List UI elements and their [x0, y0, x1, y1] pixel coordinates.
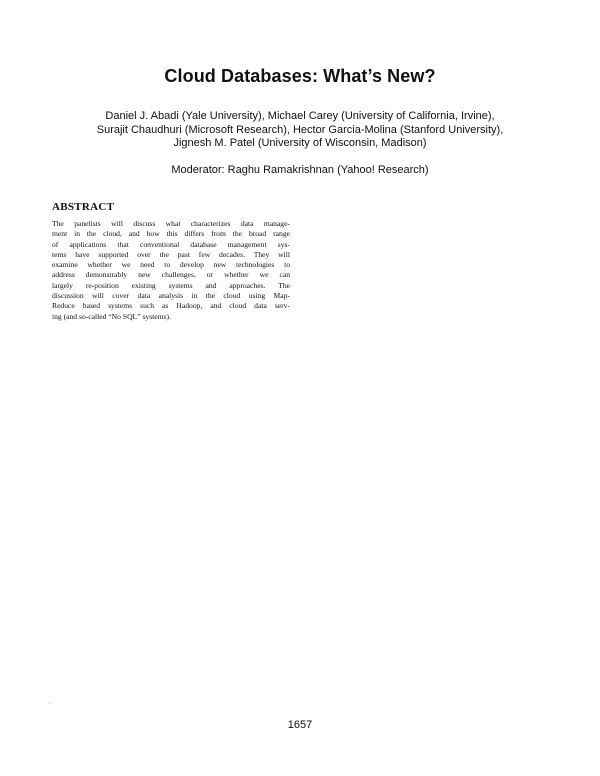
abstract-line: ing (and so-called “No SQL” systems).: [52, 311, 171, 321]
paper-title: Cloud Databases: What’s New?: [164, 66, 436, 86]
abstract-line: of applications that conventional database management sys-: [52, 239, 290, 249]
author-line: Surajit Chaudhuri (Microsoft Research), Hector Garcia-Molina (Stanford University),: [96, 123, 504, 136]
abstract-line: The panelists will discuss what characterizes data manage-: [52, 219, 290, 228]
author-list: [40, 110, 560, 151]
abstract-line: discussion will cover data analysis in the cloud using Map-: [52, 291, 290, 301]
author-line: Jignesh M. Patel (University of Wisconsin, Madison): [173, 137, 427, 149]
abstract-line: address demonstrably new challenges, or whether we can: [52, 270, 290, 280]
author-line: Daniel J. Abadi (Yale University), Michael Carey (University of California, Irvine),: [105, 110, 495, 122]
abstract-line: largely re-position existing systems and approaches. The: [52, 280, 290, 290]
abstract-line: examine whether we need to develop new technologies to: [52, 260, 290, 270]
abstract-line: Reduce based systems such as Hadoop, and cloud data serv-: [52, 301, 290, 311]
page-number: 1657: [287, 719, 313, 731]
abstract-line: ment in the cloud, and how this differs from the broad range: [52, 229, 290, 239]
abstract-body: [52, 219, 290, 322]
moderator-line: Moderator: Raghu Ramakrishnan (Yahoo! Research): [171, 164, 429, 176]
abstract-line: tems have supported over the past few decades. They will: [52, 249, 290, 259]
abstract-heading: ABSTRACT: [52, 201, 115, 213]
margin-mark: .: [49, 700, 51, 706]
